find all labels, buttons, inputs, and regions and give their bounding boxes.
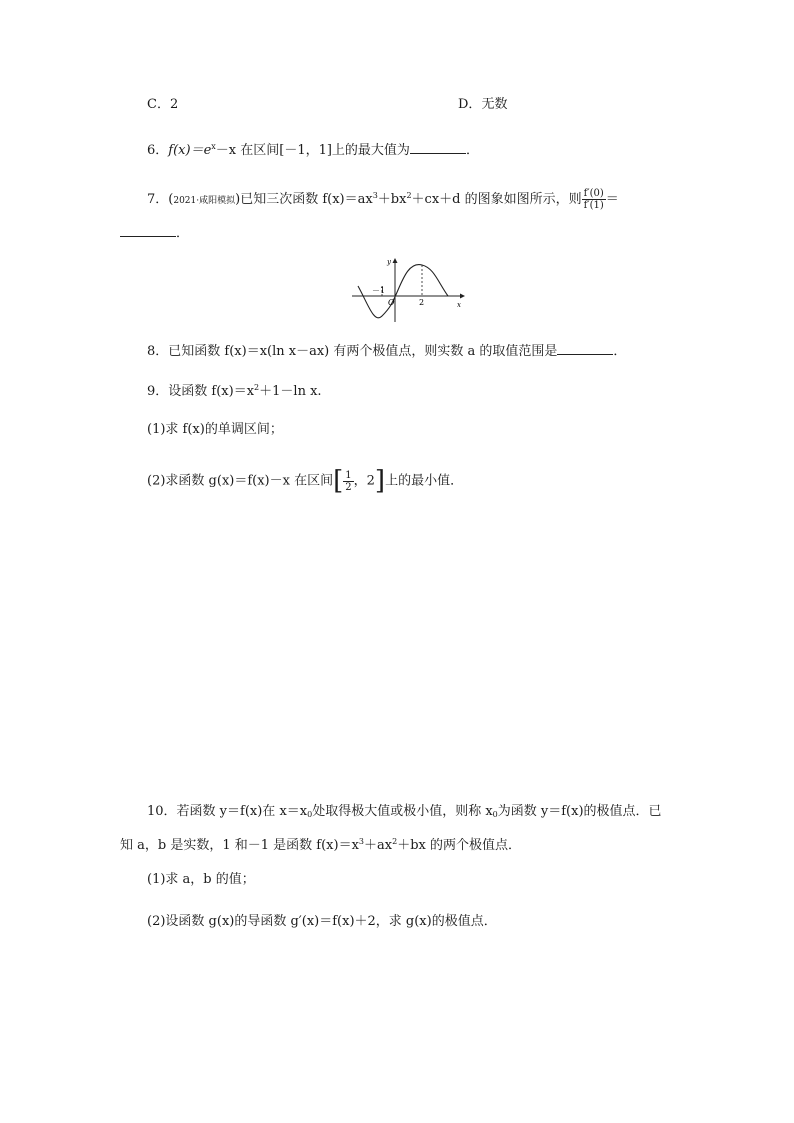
q10-sub0-b: 0: [492, 810, 498, 819]
q7-sup3: 3: [372, 191, 378, 200]
q7-text-c: ＋cx＋d 的图象如图所示，则: [411, 192, 582, 207]
question-7: [147, 186, 619, 211]
q10-sup3: 3: [358, 837, 364, 846]
q6-text: －x 在区间[－1，1]上的最大值为: [215, 143, 410, 158]
question-9-part-1: [147, 420, 283, 440]
q6-function: f(x)＝e: [168, 143, 212, 158]
q7-text-b: ＋bx: [377, 192, 407, 207]
neg-one-label: －1: [372, 286, 386, 295]
question-9-part-2: [147, 468, 463, 494]
q8-end: ．: [613, 344, 627, 359]
q10-line2-c: ＋bx 的两个极值点．: [397, 838, 521, 853]
q10-line2-b: ＋ax: [364, 838, 393, 853]
q9-part1-text: (1)求 f(x)的单调区间；: [147, 422, 283, 437]
option-d-label: D．: [458, 97, 482, 112]
q10-line1-c: 为函数 y＝f(x)的极值点．已: [497, 804, 662, 819]
cubic-function-graph: [352, 256, 466, 324]
q8-number: 8．: [147, 344, 169, 359]
interval-bracket: [333, 468, 385, 494]
q10-line1-b: 处取得极大值或极小值，则称 x: [312, 804, 493, 819]
q7-fraction: [582, 188, 606, 211]
q9-frac-den: 2: [345, 481, 352, 493]
q9-text-b: ＋1－ln x.: [259, 384, 322, 399]
question-9: [147, 378, 322, 402]
q9-fraction: [343, 470, 353, 493]
option-c-label: C．: [147, 97, 170, 112]
q9-part2-text-b: 上的最小值．: [385, 473, 464, 489]
y-axis-arrow: [393, 258, 398, 263]
question-10-line-1: [147, 802, 662, 825]
q7-frac-num: f′(0): [583, 188, 604, 199]
q9-frac-num: 1: [345, 469, 352, 481]
question-6: [147, 137, 479, 161]
option-c: [147, 95, 178, 115]
option-d: [458, 95, 507, 115]
q8-text: 已知函数 f(x)＝x(ln x－ax) 有两个极值点，则实数 a 的取值范围是: [168, 344, 558, 359]
x-axis-arrow: [460, 294, 465, 299]
q7-answer-blank[interactable]: [120, 224, 176, 237]
q7-equals: ＝: [605, 192, 619, 207]
q7-text-a: )已知三次函数 f(x)＝ax: [235, 192, 373, 207]
question-10-line-2: [120, 832, 521, 856]
q9-part2-text-a: (2)求函数 g(x)＝f(x)－x 在区间: [147, 473, 334, 489]
y-axis-label: y: [387, 258, 391, 266]
q6-number: 6．: [147, 143, 169, 158]
question-7-blank-line: [120, 224, 189, 244]
q7-source: 咸阳模拟: [199, 196, 236, 206]
q7-end: ．: [176, 226, 190, 241]
option-d-value: 无数: [481, 97, 508, 112]
x-axis-label: x: [457, 301, 461, 309]
q8-answer-blank[interactable]: [557, 342, 613, 355]
q10-sup2: 2: [392, 837, 398, 846]
q10-part2-text: (2)设函数 g(x)的导函数 g′(x)＝f(x)＋2，求 g(x)的极值点．: [147, 914, 497, 929]
q7-number: 7．(: [147, 192, 174, 207]
q9-text-a: 设函数 f(x)＝x: [168, 384, 255, 399]
q10-sub0-a: 0: [307, 810, 313, 819]
q6-end: ．: [465, 143, 479, 158]
question-10-part-1: [147, 870, 255, 890]
q9-sup: 2: [254, 383, 260, 392]
q10-line2-a: 知 a，b 是实数，1 和－1 是函数 f(x)＝x: [120, 838, 359, 853]
q9-interval-end: ，2: [353, 473, 375, 489]
q6-answer-blank[interactable]: [410, 141, 466, 154]
origin-label: O: [388, 298, 395, 307]
q7-sup2: 2: [406, 191, 412, 200]
two-label: 2: [419, 298, 425, 307]
q10-part1-text: (1)求 a，b 的值；: [147, 872, 255, 887]
question-10-part-2: [147, 912, 497, 932]
q7-frac-den: f′(1): [583, 200, 604, 211]
q9-number: 9．: [147, 384, 169, 399]
q10-line1-a: 10．若函数 y＝f(x)在 x＝x: [147, 804, 308, 819]
q7-year: 2021·: [173, 196, 200, 206]
left-bracket: [: [333, 466, 344, 496]
question-8: [147, 342, 626, 362]
right-bracket: ]: [374, 466, 386, 496]
q6-exponent: x: [211, 142, 216, 151]
option-c-value: 2: [169, 97, 179, 112]
